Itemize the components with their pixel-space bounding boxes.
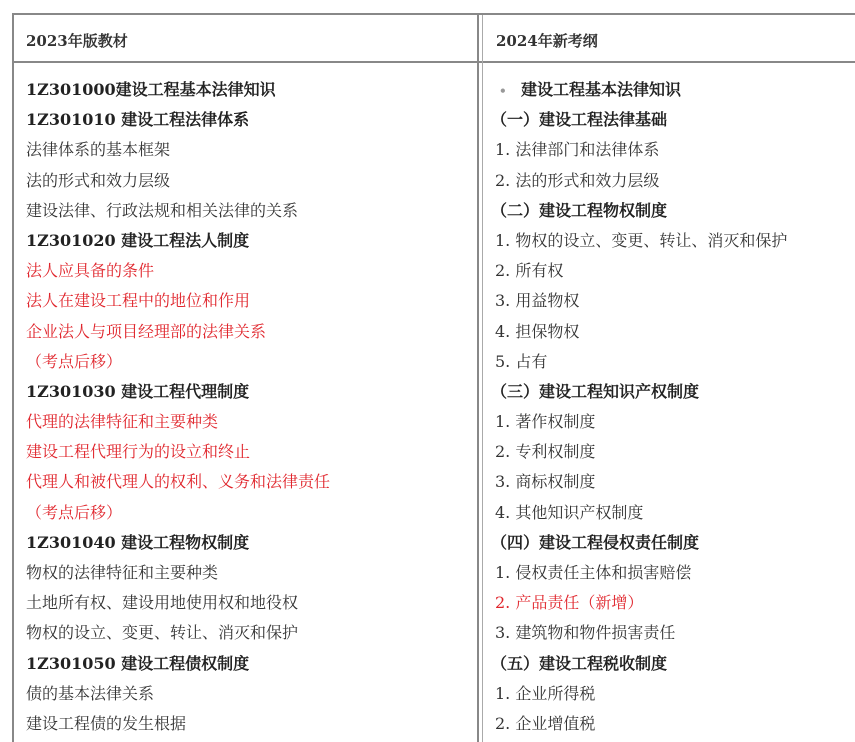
list-item-2023: 代理人和被代理人的权利、义务和法律责任: [26, 472, 331, 492]
list-item-2023: 企业法人与项目经理部的法律关系: [26, 321, 267, 341]
row-text: 2. 产品责任（新增）: [495, 593, 644, 613]
list-item-2024: [483, 498, 853, 528]
list-item-2023: 土地所有权、建设用地使用权和地役权: [26, 593, 299, 613]
row-text: （三）建设工程知识产权制度: [491, 381, 700, 401]
list-item-2024: [483, 226, 853, 256]
row-text: 2. 法的形式和效力层级: [495, 170, 660, 190]
row-text: 5. 占有: [495, 351, 548, 371]
list-item-2024: [483, 709, 853, 739]
list-item-2023: 法人在建设工程中的地位和作用: [26, 291, 251, 311]
row-text: 1. 物权的设立、变更、转让、消灭和保护: [495, 230, 788, 250]
row-text: 4. 担保物权: [495, 321, 580, 341]
section-heading-2024: [483, 377, 853, 407]
row-text: 建设工程基本法律知识: [521, 80, 682, 99]
list-item-2023: 建设工程债的发生根据: [26, 713, 187, 733]
list-item-2023: （考点后移）: [26, 351, 123, 371]
row-text: （一）建设工程法律基础: [491, 110, 668, 130]
list-item-2024: [483, 166, 853, 196]
list-item-2023: 法律体系的基本框架: [26, 140, 171, 160]
list-item-2024: [483, 135, 853, 165]
header-2023-textbook: 2023年版教材: [26, 32, 128, 50]
row-text: 2. 所有权: [495, 261, 564, 281]
list-item-2024: [483, 558, 853, 588]
row-text: 1. 侵权责任主体和损害赔偿: [495, 563, 692, 582]
header-2024-syllabus: 2024年新考纲: [496, 32, 598, 50]
row-text: 1. 法律部门和法律体系: [495, 140, 660, 160]
comparison-table: [12, 13, 855, 742]
row-text: 2. 专利权制度: [495, 442, 596, 462]
row-text: （五）建设工程税收制度: [491, 653, 668, 673]
list-item-2024: [483, 347, 853, 377]
list-item-2024: [483, 679, 853, 709]
row-text: 3. 建筑物和物件损害责任: [495, 623, 676, 643]
section-heading-2023: 1Z301000建设工程基本法律知识: [26, 80, 276, 99]
row-text: 3. 商标权制度: [495, 472, 596, 492]
left-column-2023: [26, 75, 471, 739]
table-header-row: [14, 15, 855, 63]
list-item-2023: 代理的法律特征和主要种类: [26, 412, 219, 432]
list-item-2023: （考点后移）: [26, 502, 123, 522]
list-item-2024: [483, 286, 853, 316]
row-text: 1. 企业所得税: [495, 683, 596, 703]
section-heading-2024: [483, 105, 853, 135]
section-heading-2023: 1Z301050 建设工程债权制度: [26, 653, 250, 673]
list-item-2024: [483, 256, 853, 286]
section-heading-2023: 1Z301040 建设工程物权制度: [26, 532, 250, 552]
row-text: 4. 其他知识产权制度: [495, 502, 644, 522]
section-heading-2024: [483, 196, 853, 226]
list-item-2023: 物权的设立、变更、转让、消灭和保护: [26, 623, 299, 643]
section-heading-2023: 1Z301010 建设工程法律体系: [26, 110, 250, 130]
list-item-2024: [483, 407, 853, 437]
list-item-2024: [483, 588, 853, 618]
list-item-2024: [483, 317, 853, 347]
right-column-2024: [483, 75, 853, 739]
list-item-2023: 法人应具备的条件: [26, 261, 155, 281]
section-heading-2023: 1Z301020 建设工程法人制度: [26, 230, 250, 250]
section-heading-2024: [483, 75, 853, 105]
list-item-2023: 物权的法律特征和主要种类: [26, 563, 219, 582]
list-item-2024: [483, 437, 853, 467]
section-heading-2023: 1Z301030 建设工程代理制度: [26, 381, 250, 401]
row-text: 1. 著作权制度: [495, 412, 596, 432]
list-item-2023: 建设法律、行政法规和相关法律的关系: [26, 200, 299, 220]
column-divider: [477, 15, 479, 742]
list-item-2023: 债的基本法律关系: [26, 683, 155, 703]
list-item-2024: [483, 618, 853, 648]
row-text: 2. 企业增值税: [495, 713, 596, 733]
row-text: 3. 用益物权: [495, 291, 580, 311]
section-heading-2024: [483, 649, 853, 679]
row-text: （四）建设工程侵权责任制度: [491, 532, 700, 552]
row-text: （二）建设工程物权制度: [491, 200, 668, 220]
list-item-2023: 法的形式和效力层级: [26, 170, 171, 190]
bullet-icon: •: [499, 84, 507, 98]
list-item-2023: 建设工程代理行为的设立和终止: [26, 442, 251, 462]
section-heading-2024: [483, 528, 853, 558]
list-item-2024: [483, 467, 853, 497]
